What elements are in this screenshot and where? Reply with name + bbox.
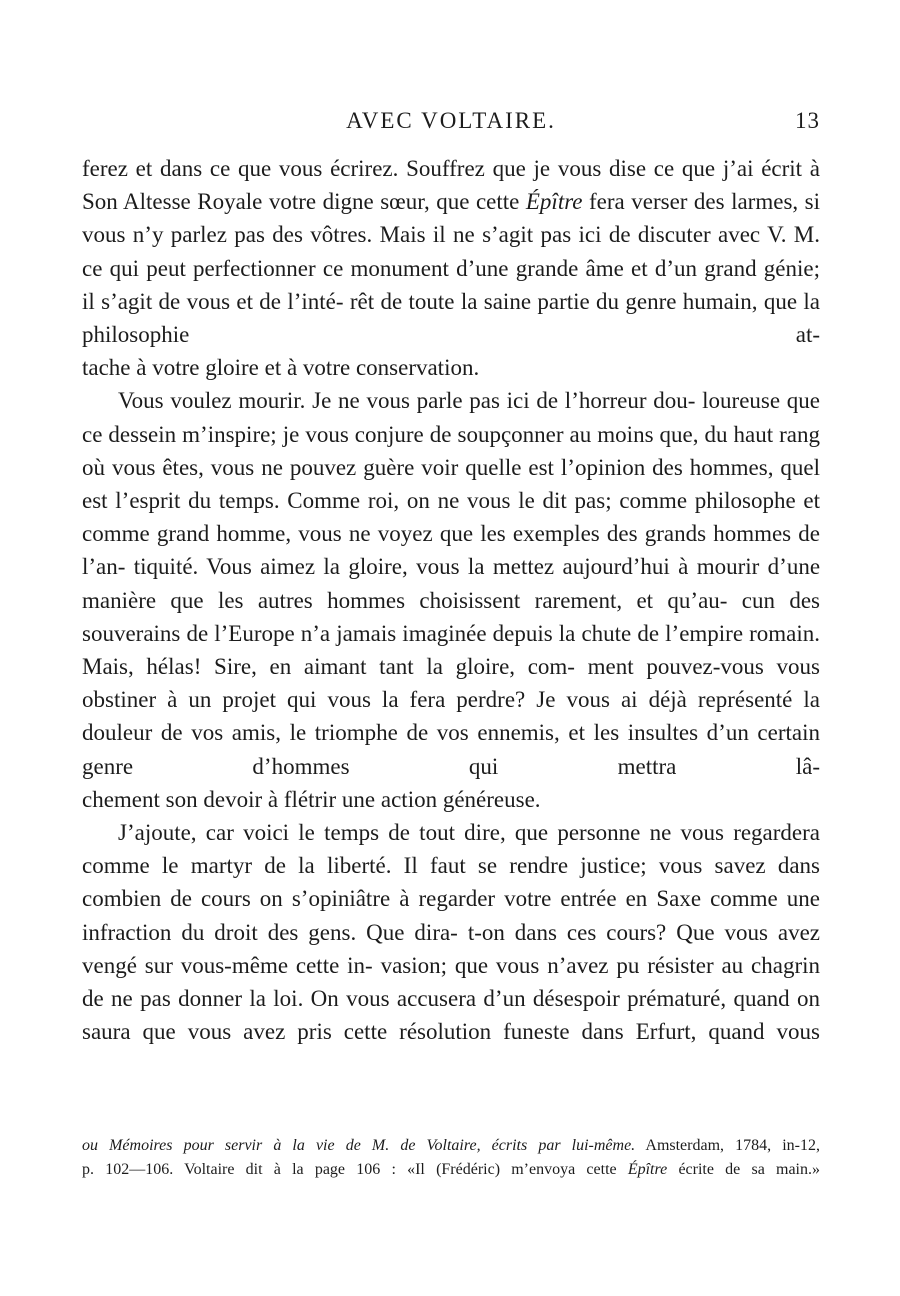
- text-line: j’ai écrit à Son Altesse Royale votre digne sœur, que cette: [82, 156, 820, 215]
- text-line: loi. On vous accusera d’un désespoir prématuré, quand on saura: [82, 986, 821, 1045]
- body-text: [82, 152, 820, 1048]
- text-line: tiquité. Vous aimez la gloire, vous la mettez aujourd’hui à mourir: [133, 554, 760, 580]
- text-line: d’une manière que les autres hommes choisissent rarement, et qu’au-: [82, 554, 821, 613]
- text-line: moins que, du haut rang où vous êtes, vous ne pouvez guère voir: [82, 421, 821, 480]
- text-line: ferez et dans ce que vous écrirez. Souffrez que je vous dise ce que: [82, 156, 716, 181]
- paragraph-1-end: [82, 351, 820, 384]
- text-line: tache à votre gloire et à votre conservation.: [82, 355, 480, 381]
- text-line: roi, on ne vous le dit pas; comme philosophe et comme grand: [82, 488, 821, 547]
- text-line: Je vous ai déjà représenté la douleur de vos amis, le triomphe de vos: [82, 687, 821, 746]
- paragraph-1: [82, 152, 820, 351]
- italic-word: Épître: [525, 189, 583, 215]
- text-line: chement son devoir à flétrir une action généreuse.: [82, 786, 541, 812]
- footnote-italic-title: ou Mémoires pour servir à la vie de M. de Voltaire, écrits par lui-même.: [82, 1137, 636, 1154]
- text-line: vasion; que vous n’avez pu résister au chagrin de ne pas donner la: [82, 952, 820, 1012]
- page-number: 13: [795, 108, 820, 133]
- footnote-line-2: [82, 1158, 820, 1182]
- text-line: quelle est l’opinion des hommes, quel est l’esprit du temps. Comme: [82, 454, 821, 514]
- footnote-text: p. 102—106. Voltaire dit à la page 106 : «Il (Frédéric) m’envoya cette: [82, 1161, 628, 1178]
- running-title: AVEC VOLTAIRE.: [346, 108, 556, 133]
- text-line: t-on dans ces cours? Que vous avez vengé sur vous-même cette in-: [82, 919, 821, 978]
- footnote-text: écrite de sa main.»: [667, 1161, 820, 1178]
- paragraph-3: [82, 816, 820, 1048]
- text-line: ennemis, et les insultes d’un certain genre d’hommes qui mettra lâ-: [82, 720, 820, 779]
- text-line: homme, vous ne voyez que les exemples des grands hommes de l’an-: [82, 521, 820, 580]
- text-line: que vous avez pris cette résolution funeste dans Erfurt, quand vous: [142, 1019, 820, 1045]
- footnote-line-1: [82, 1134, 820, 1158]
- text-line: vous savez dans combien de cours on s’opiniâtre à regarder votre: [82, 853, 821, 912]
- text-line: cun des souverains de l’Europe n’a jamais imaginée depuis la chute: [82, 587, 821, 646]
- text-line: J’ajoute, car voici le temps de tout dire, que personne ne vous: [118, 820, 724, 846]
- paragraph-2-end: [82, 783, 820, 816]
- footnote-italic-word: Épître: [627, 1161, 668, 1178]
- text-line: verser des larmes, si vous n’y parlez pas des vôtres. Mais il ne s’agit: [82, 189, 820, 248]
- text-line: Vous voulez mourir. Je ne vous parle pas ici de l’horreur dou-: [118, 388, 696, 414]
- paragraph-2: [82, 384, 820, 782]
- text-line: fera: [582, 189, 625, 215]
- text-line: loureuse que ce dessein m’inspire; je vous conjure de soupçonner au: [82, 388, 820, 447]
- text-line: regardera comme le martyr de la liberté. Il faut se rendre justice;: [82, 820, 820, 879]
- text-line: ment pouvez-vous vous obstiner à un projet qui vous la fera perdre?: [82, 654, 821, 713]
- text-line: d’une grande âme et d’un grand génie; il s’agit de vous et de l’inté-: [82, 255, 820, 314]
- text-line: de l’empire romain. Mais, hélas! Sire, en aimant tant la gloire, com-: [82, 620, 821, 680]
- text-line: entrée en Saxe comme une infraction du droit des gens. Que dira-: [82, 886, 821, 945]
- footnote-text: Amsterdam, 1784, in-12,: [635, 1137, 820, 1154]
- footnote: [82, 1134, 820, 1182]
- text-line: rêt de toute la saine partie du genre humain, que la philosophie at-: [82, 288, 821, 348]
- text-line: pas ici de discuter avec V. M. ce qui peut perfectionner ce monument: [82, 222, 820, 281]
- running-head: [82, 108, 820, 138]
